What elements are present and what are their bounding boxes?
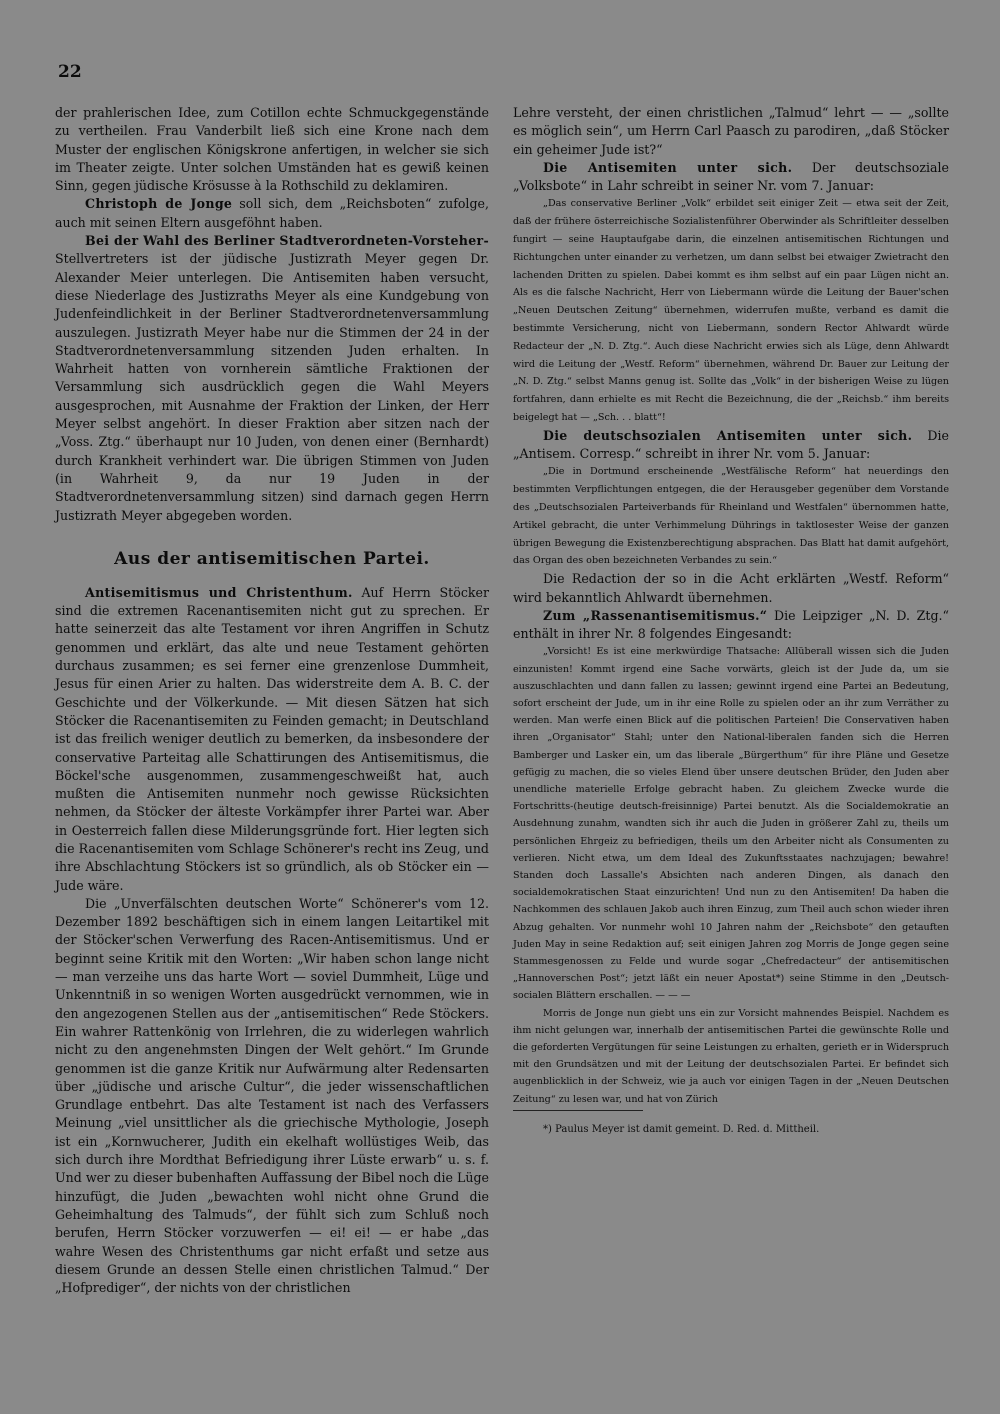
footnote-rule (513, 1110, 643, 1111)
section-title: Aus der antisemitischen Partei. (114, 548, 430, 569)
paragraph-text: Auf Herrn Stöcker sind die extremen Racenantisemiten nicht gut zu sprechen. Er hatte seinerzeit das alte Testament vor ihren Angriffen in Schutz genommen und erklärt, das alte und neue Testament gehörten durchaus zusammen; es sei ferner eine grenzenlose Dummheit, Jesus für einen Arier zu halten. Das widerstreite dem A. B. C. der Geschichte und der Völkerkunde. — Mit diesen Sätzen hat sich Stöcker die Racenantisemiten zu Feinden gemacht; in Deutschland ist das freilich weniger deutlich zu bemerken, da insbesondere der conservative Parteitag alle Schattirungen des Antisemitismus, die Böckel'sche ausgenommen, zusammengeschweißt hat, auch mußten die Antisemiten nunmehr noch gewisse Rücksichten nehmen, da Stöcker der älteste Vorkämpfer ihrer Partei war. Aber in Oesterreich fallen diese Milderungsgründe fort. Hier legten sich die Racenantisemiten vom Schlage Schönerer's recht ins Zeug, und ihre Abschlachtung Stöckers ist so gründlich, als ob Stöcker ein — Jude wäre. (55, 584, 489, 893)
paragraph-deutschsozialen (513, 427, 949, 464)
paragraph-text: Stellvertreters ist der jüdische Justizrath Meyer gegen Dr. Alexander Meier unterlegen. Die Antisemiten haben versucht, diese Niederlage des Justizraths Meyer als eine Kundgebung von Judenfeindlichkeit in der Berliner Stadtverordnetenversammlung auszulegen. Justizrath Meyer habe nur die Stimmen der 24 in der Stadtverordnetenversammlung sitzenden Juden erhalten. In Wahrheit hatten von vornherein sämtliche Fraktionen der Versammlung sich ausdrücklich gegen die Wahl Meyers ausgesprochen, mit Ausnahme der Fraktion der Linken, der Herr Meyer selbst angehört. In dieser Fraktion aber sitzen nach der „Voss. Ztg.“ überhaupt nur 10 Juden, von denen einer (Bernhardt) durch Krankheit verhindert war. Die übrigen Stimmen von Juden (in Wahrheit 9, da nur 19 Juden in der Stadtverordnetenversammlung sitzen) sind darnach gegen Herrn Justizrath Meyer abgegeben worden. (55, 251, 489, 523)
paragraph-antisemiten-unter-sich (513, 159, 949, 196)
right-column (513, 104, 949, 1138)
paragraph-cotillon: der prahlerischen Idee, zum Cotillon echte Schmuckgegenstände zu vertheilen. Frau Vanderbilt ließ sich eine Krone nach dem Muster der englischen Königskrone anfertigen, in welcher sie sich im Theater zeigte. Unter solchen Umständen hat es gewiß keinen Sinn, gegen jüdische Krösusse à la Rothschild zu deklamiren. (55, 105, 489, 194)
run-in-heading: Die deutschsozialen Antisemiten unter sich. (543, 427, 913, 443)
run-in-heading: Christoph de Jonge (85, 196, 233, 212)
paragraph-continuation: Lehre versteht, der einen christlichen „Talmud“ lehrt — — „sollte es möglich sein“, um Herrn Carl Paasch zu parodiren, „daß Stöcker ein geheimer Jude ist?“ (513, 105, 949, 157)
quote-vorsicht: „Vorsicht! Es ist eine merkwürdige Thatsache: Allüberall wissen sich die Juden einzunisten! Kommt irgend eine Sache vorwärts, gleich ist der Jude da, um sie auszuschlachten und dann fallen zu lassen; gewinnt irgend eine Partei an Bedeutung, sofort erscheint der Jude, um in ihr eine Rolle zu spielen oder an ihr zum Verräther zu werden. Man werfe einen Blick auf die politischen Parteien! Die Conservativen haben ihren „Organisator“ Stahl; unter den National-liberalen fanden sich die Herren Bamberger und Lasker ein, um das liberale „Bürgerthum“ für ihre Pläne und Gesetze gefügig zu machen, die so vieles Elend über unsere deutschen Brüder, den Juden aber unendliche materielle Erfolge gebracht haben. Zu gleichem Zwecke wurde die Fortschritts-(heutige deutsch-freisinnige) Partei benutzt. Als die Socialdemokratie an Ausdehnung zunahm, wandten sich ihr auch die Juden in größerer Zahl zu, theils um persönlichen Ehrgeiz zu befriedigen, theils um den Arbeiter nicht als Consumenten zu verlieren. Nicht etwa, um dem Ideal des Zukunftsstaates nachzujagen; bewahre! Standen doch Lassalle's Absichten nach anderen Dingen, als danach den socialdemokratischen Staat einzurichten! Und nun zu den Antisemiten! Da haben die Nachkommen des schlauen Jakob auch ihren Einzug, zum Theil auch schon wieder ihren Abzug gehalten. Vor nunmehr wohl 10 Jahren nahm der „Reichsbote“ den getauften Juden May in seine Redaktion auf; seit einigen Jahren zog Morris de Jonge gegen seine Stammesgenossen zu Felde und wurde sogar „Chefredacteur“ der antisemitischen „Hannoverschen Post“; jetzt läßt ein neuer Apostat*) seine Stimme in den „Deutsch-socialen Blättern erschallen. — — — (513, 646, 949, 1002)
left-column (55, 104, 489, 1297)
paragraph-rassenantisemitismus (513, 607, 949, 644)
page-number: 22 (58, 62, 82, 82)
run-in-heading: Die Antisemiten unter sich. (543, 159, 793, 175)
paragraph-redaction: Die Redaction der so in die Acht erklärten „Westf. Reform“ wird bekanntlich Ahlwardt übernehmen. (513, 571, 949, 605)
paragraph-christenthum (55, 584, 489, 895)
run-in-heading: Bei der Wahl des Berliner Stadtverordneten-Vorsteher- (85, 233, 490, 249)
run-in-heading: Zum „Rassenantisemitismus.“ (543, 607, 768, 623)
run-in-heading: Antisemitismus und Christenthum. (85, 584, 353, 600)
paragraph-unverfaelschten: Die „Unverfälschten deutschen Worte“ Schönerer's vom 12. Dezember 1892 beschäftigen sich in einem langen Leitartikel mit der Stöcker'schen Verwerfung des Racen-Antisemitismus. Und er beginnt seine Kritik mit den Worten: „Wir haben schon lange nicht — man verzeihe uns das harte Wort — soviel Dummheit, Lüge und Unkenntniß in so wenigen Worten ausgedrückt vernommen, wie in den angezogenen Stellen aus der „antisemitischen“ Rede Stöckers. Ein wahrer Rattenkönig von Irrlehren, die zu widerlegen wahrlich nicht zu den angenehmsten Dingen der Welt gehört.“ Im Grunde genommen ist die ganze Kritik nur Aufwärmung alter Redensarten über „jüdische und arische Cultur“, die jeder wissenschaftlichen Grundlage entbehrt. Das alte Testament ist nach des Verfassers Meinung „viel unsittlicher als die griechische Mythologie, Joseph ist ein „Kornwucherer, Judith ein ekelhaft wollüstiges Weib, das sich durch ihre Mordthat Befriedigung ihrer Lüste erwarb“ u. s. f. Und wer zu dieser bubenhaften Auffassung der Bibel noch die Lüge hinzufügt, die Juden „bewachten wohl nicht ohne Grund die Geheimhaltung des Talmuds“, der fühlt sich zum Schluß noch berufen, Herrn Stöcker vorzuwerfen — ei! ei! — er habe „das wahre Wesen des Christenthums gar nicht erfaßt und setze aus diesem Grunde an dessen Stelle einen christlichen Talmud.“ Der „Hofprediger“, der nichts von der christlichen (55, 895, 489, 1296)
paragraph-text: Der deutschsoziale „Volksbote“ in Lahr schreibt in seiner Nr. vom 7. Januar: (513, 159, 949, 194)
footnote: *) Paulus Meyer ist damit gemeint. D. Red. d. Mittheil. (543, 1123, 820, 1135)
quote-volksbote: „Das conservative Berliner „Volk“ erbildet seit einiger Zeit — etwa seit der Zeit, daß der frühere österreichische Sozialistenführer Oberwinder als Schriftleiter desselben fungirt — seine Hauptaufgabe darin, die einzelnen antisemitischen Richtungen und Richtungchen unter einander zu verhetzen, um dann selbst bei etwaiger Zwietracht den lachenden Dritten zu spielen. Dabei kommt es ihm selbst auf ein paar Lügen nicht an. Als es die falsche Nachricht, Herr von Liebermann würde die Leitung der Bauer'schen „Neuen Deutschen Zeitung“ übernehmen, widerrufen mußte, verband es damit die bestimmte Versicherung, nicht von Liebermann, sondern Rector Ahlwardt würde Redacteur der „N. D. Ztg.“. Auch diese Nachricht erwies sich als Lüge, denn Ahlwardt wird die Leitung der „Westf. Reform“ übernehmen, während Dr. Bauer zur Leitung der „N. D. Ztg.“ selbst Manns genug ist. Sollte das „Volk“ in der bisherigen Weise zu lügen fortfahren, dann erhielte es mit Recht die Bezeichnung, die der „Reichsb.“ ihm bereits beigelegt hat — „Sch. . . blatt“! (513, 198, 949, 424)
paragraph-text: Die „Antisem. Corresp.“ schreibt in ihrer Nr. vom 5. Januar: (513, 427, 949, 462)
paragraph-text: Die Leipziger „N. D. Ztg.“ enthält in ihrer Nr. 8 folgendes Eingesandt: (513, 607, 949, 642)
paragraph-text: soll sich, dem „Reichsboten“ zufolge, auch mit seinen Eltern ausgeföhnt haben. (55, 196, 489, 230)
quote-morris-de-jonge: Morris de Jonge nun giebt uns ein zur Vorsicht mahnendes Beispiel. Nachdem es ihm nicht gelungen war, innerhalb der antisemitischen Partei die gewünschte Rolle und die geforderten Vergütungen für seine Leistungen zu erhalten, gerieth er in Widerspruch mit den Grundsätzen und mit der Leitung der deutschsozialen Partei. Er befindet sich augenblicklich in der Schweiz, wie ja auch vor einigen Tagen in der „Neuen Deutschen Zeitung“ zu lesen war, und hat von Zürich (513, 1007, 949, 1105)
paragraph-de-jonge (55, 195, 489, 232)
quote-westfaelische-reform: „Die in Dortmund erscheinende „Westfälische Reform“ hat neuerdings den bestimmten Verpflichtungen entgegen, die der Herausgeber gegenüber dem Vorstande des „Deutschsozialen Parteiverbands für Rheinland und Westfalen“ übernommen hatte, Artikel gebracht, die unter Verhimmelung Dührings in taktlosester Weise der ganzen übrigen Bewegung die Existenzberechtigung absprachen. Das Blatt hat damit aufgehört, das Organ des oben bezeichneten Verbandes zu sein.“ (513, 466, 949, 567)
paragraph-stadtverordneten (55, 232, 489, 525)
